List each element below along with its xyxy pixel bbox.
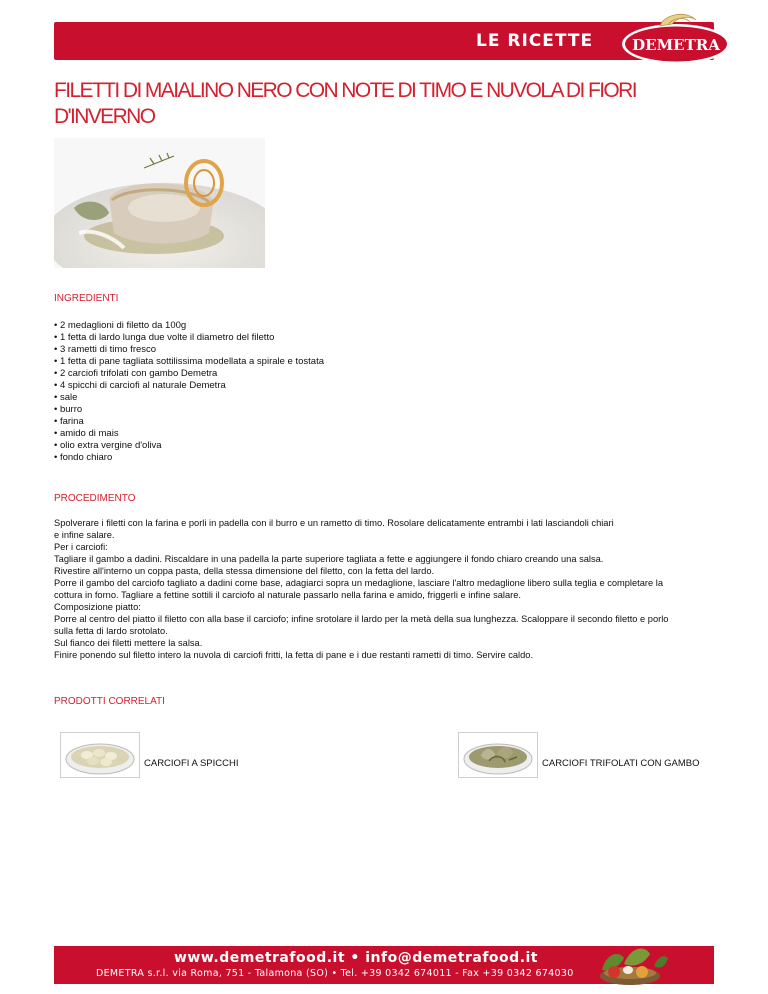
procedure-line: Per i carciofi: [54, 542, 108, 552]
procedure-line: Rivestire all'interno un coppa pasta, della stessa dimensione del filetto, con la fetta del lardo. [54, 566, 435, 576]
svg-text:DEMETRA: DEMETRA [632, 36, 720, 54]
procedure-line: Finire ponendo sul filetto intero la nuvola di carciofi fritti, la fetta di pane e i due restanti rametti di timo. Servire caldo. [54, 650, 534, 660]
procedure-line: Porre al centro del piatto il filetto con alla base il carciofo; infine srotolare il lardo per la metà della sua lunghezza. Scaloppare il secondo filetto e porlo [54, 614, 669, 624]
ingredient-item: • 1 fetta di pane tagliata sottilissima modellata a spirale e tostata [54, 356, 325, 367]
vegetables-illustration [584, 936, 670, 988]
ingredient-item: • 3 rametti di timo fresco [54, 344, 157, 355]
ingredient-item: • 4 spicchi di carciofi al naturale Demetra [54, 380, 226, 391]
related-product-card[interactable] [458, 732, 718, 778]
product-image[interactable] [60, 732, 140, 778]
demetra-logo[interactable] [620, 8, 732, 66]
product-name[interactable]: CARCIOFI TRIFOLATI CON GAMBO [542, 758, 700, 769]
product-name[interactable]: CARCIOFI A SPICCHI [144, 758, 239, 769]
ingredient-item: • sale [54, 392, 78, 403]
related-product-card[interactable] [60, 732, 260, 778]
procedure-line: Porre il gambo del carciofo tagliato a dadini come base, adagiarci sopra un medaglione, lasciare l'altro medaglione libero sulla teglia e completare la [54, 578, 664, 588]
recipe-title: FILETTI DI MAIALINO NERO CON NOTE DI TIMO E NUVOLA DI FIORI D'INVERNO [54, 79, 636, 128]
footer-address: DEMETRA s.r.l. via Roma, 751 - Talamona (SO) • Tel. +39 0342 674011 - Fax +39 0342 674030 [96, 968, 574, 979]
procedure-text [54, 517, 714, 661]
procedure-line: cottura in forno. Tagliare a fettine sottili il carciofo al naturale passarlo nella farina e amido, friggerli e infine salare. [54, 590, 521, 600]
procedure-line: Spolverare i filetti con la farina e porli in padella con il burro e un rametto di timo. Rosolare delicatamente entrambi i lati lasciandoli chiari [54, 518, 614, 528]
ingredient-item: • olio extra vergine d'oliva [54, 440, 162, 451]
procedure-line: Tagliare il gambo a dadini. Riscaldare in una padella la parte superiore tagliata a fette e aggiungere il fondo chiaro creando una salsa. [54, 554, 604, 564]
ingredients-list [54, 320, 324, 464]
ingredient-item: • 2 medaglioni di filetto da 100g [54, 320, 187, 331]
procedure-line: e infine salare. [54, 530, 115, 540]
ingredient-item: • farina [54, 416, 84, 427]
related-products-heading: PRODOTTI CORRELATI [54, 696, 165, 707]
product-image[interactable] [458, 732, 538, 778]
procedure-line: sulla fetta di lardo srotolato. [54, 626, 168, 636]
procedure-line: Composizione piatto: [54, 602, 141, 612]
ingredient-item: • amido di mais [54, 428, 119, 439]
procedure-line: Sul fianco dei filetti mettere la salsa. [54, 638, 203, 648]
header-bar [54, 22, 720, 60]
ingredient-item: • 1 fetta di lardo lunga due volte il diametro del filetto [54, 332, 275, 343]
procedure-heading: PROCEDIMENTO [54, 493, 136, 504]
ingredient-item: • 2 carciofi trifolati con gambo Demetra [54, 368, 218, 379]
ingredients-heading: INGREDIENTI [54, 293, 119, 304]
header-label: LE RICETTE [476, 31, 594, 51]
recipe-photo [54, 138, 265, 268]
ingredient-item: • fondo chiaro [54, 452, 113, 463]
ingredient-item: • burro [54, 404, 83, 415]
footer-web-contacts[interactable]: www.demetrafood.it • info@demetrafood.it [174, 950, 538, 966]
